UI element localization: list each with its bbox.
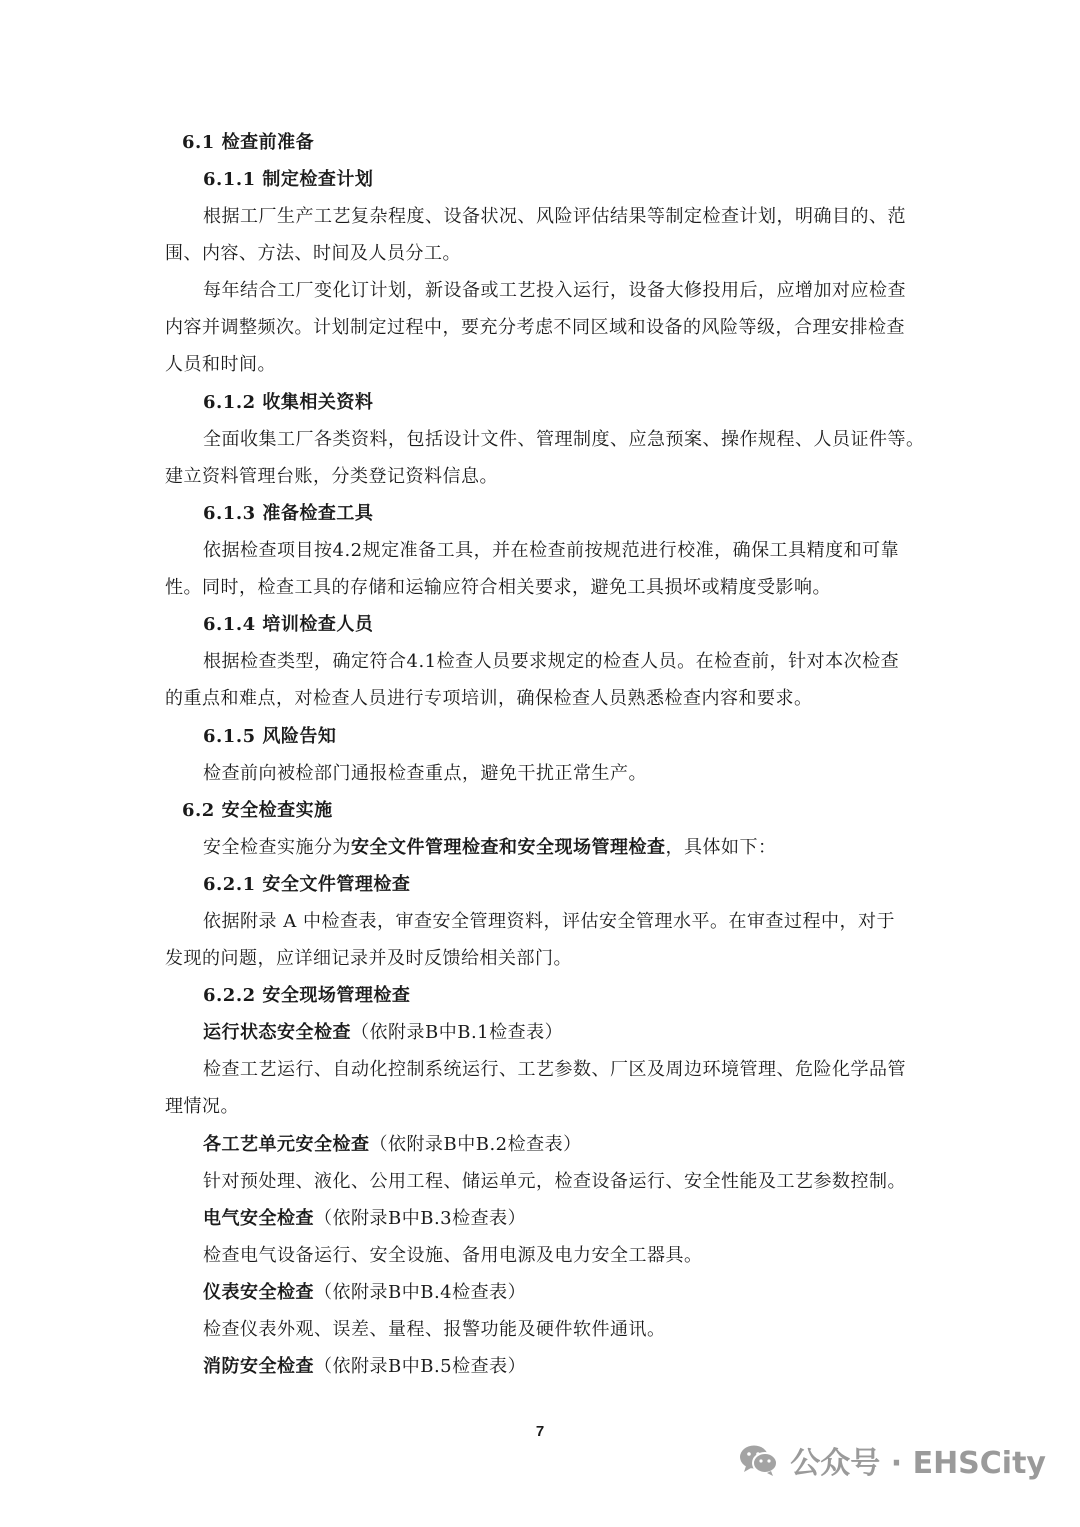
paragraph-line: 性。同时，检查工具的存储和运输应符合相关要求，避免工具损坏或精度受影响。 — [165, 577, 831, 598]
watermark-text: 公众号 · EHSCity — [790, 1446, 1046, 1481]
check-item-title — [203, 1133, 963, 1157]
check-item-title — [203, 1355, 963, 1379]
section-heading-6-2: 6.2 安全检查实施 — [182, 800, 333, 821]
check-item-ref: （依附录B中B.3检查表） — [314, 1208, 527, 1229]
check-item-title — [203, 1207, 963, 1231]
paragraph-line: 检查工艺运行、自动化控制系统运行、工艺参数、厂区及周边环境管理、危险化学品管 — [203, 1059, 906, 1080]
check-item-ref: （依附录B中B.4检查表） — [314, 1282, 527, 1303]
intro-bold-text: 安全文件管理检查和安全现场管理检查 — [351, 837, 666, 858]
paragraph-line: 发现的问题，应详细记录并及时反馈给相关部门。 — [165, 948, 572, 969]
check-item-name: 电气安全检查 — [203, 1208, 314, 1229]
intro-text-end: ，具体如下： — [665, 837, 777, 858]
intro-text: 安全检查实施分为 — [203, 837, 351, 858]
page-number: 7 — [535, 1423, 545, 1440]
paragraph-line: 理情况。 — [165, 1096, 239, 1117]
subsection-title-6-2-2: 6.2.2 安全现场管理检查 — [203, 985, 411, 1006]
paragraph-line: 依据附录 A 中检查表，审查安全管理资料，评估安全管理水平。在审查过程中，对于 — [203, 911, 895, 932]
paragraph-line: 检查前向被检部门通报检查重点，避免干扰正常生产。 — [203, 763, 647, 784]
paragraph-line: 围、内容、方法、时间及人员分工。 — [165, 243, 461, 264]
subsection-title-6-1-5: 6.1.5 风险告知 — [203, 726, 337, 747]
check-item-name: 消防安全检查 — [203, 1356, 314, 1377]
paragraph-line: 检查电气设备运行、安全设施、备用电源及电力安全工器具。 — [203, 1245, 703, 1266]
subsection-title-6-2-1: 6.2.1 安全文件管理检查 — [203, 874, 411, 895]
paragraph-line: 的重点和难点，对检查人员进行专项培训，确保检查人员熟悉检查内容和要求。 — [165, 688, 813, 709]
paragraph-line: 每年结合工厂变化订计划，新设备或工艺投入运行，设备大修投用后，应增加对应检查 — [203, 280, 906, 301]
subsection-title-6-1-4: 6.1.4 培训检查人员 — [203, 614, 374, 635]
check-item-title — [203, 1021, 963, 1045]
check-item-name: 运行状态安全检查 — [203, 1022, 351, 1043]
paragraph-line: 人员和时间。 — [165, 354, 276, 375]
paragraph-line-intro — [203, 836, 963, 860]
watermark — [738, 1438, 1046, 1482]
paragraph-line: 针对预处理、液化、公用工程、储运单元，检查设备运行、安全性能及工艺参数控制。 — [203, 1171, 906, 1192]
check-item-name: 各工艺单元安全检查 — [203, 1134, 370, 1155]
check-item-ref: （依附录B中B.1检查表） — [351, 1022, 564, 1043]
subsection-title-6-1-3: 6.1.3 准备检查工具 — [203, 503, 374, 524]
check-item-ref: （依附录B中B.2检查表） — [369, 1134, 582, 1155]
paragraph-line: 依据检查项目按4.2规定准备工具，并在检查前按规范进行校准，确保工具精度和可靠 — [203, 540, 900, 561]
paragraph-line: 根据工厂生产工艺复杂程度、设备状况、风险评估结果等制定检查计划，明确目的、范 — [203, 206, 906, 227]
subsection-title-6-1-2: 6.1.2 收集相关资料 — [203, 392, 374, 413]
paragraph-line: 根据检查类型，确定符合4.1检查人员要求规定的检查人员。在检查前，针对本次检查 — [203, 651, 900, 672]
paragraph-line: 检查仪表外观、误差、量程、报警功能及硬件软件通讯。 — [203, 1319, 666, 1340]
paragraph-line: 建立资料管理台账，分类登记资料信息。 — [165, 466, 498, 487]
check-item-title — [203, 1281, 963, 1305]
check-item-ref: （依附录B中B.5检查表） — [314, 1356, 527, 1377]
check-item-name: 仪表安全检查 — [203, 1282, 314, 1303]
section-heading-6-1: 6.1 检查前准备 — [182, 132, 315, 153]
wechat-icon — [738, 1442, 780, 1478]
paragraph-line: 全面收集工厂各类资料，包括设计文件、管理制度、应急预案、操作规程、人员证件等。 — [203, 429, 925, 450]
subsection-title-6-1-1: 6.1.1 制定检查计划 — [203, 169, 374, 190]
paragraph-line: 内容并调整频次。计划制定过程中，要充分考虑不同区域和设备的风险等级，合理安排检查 — [165, 317, 905, 338]
